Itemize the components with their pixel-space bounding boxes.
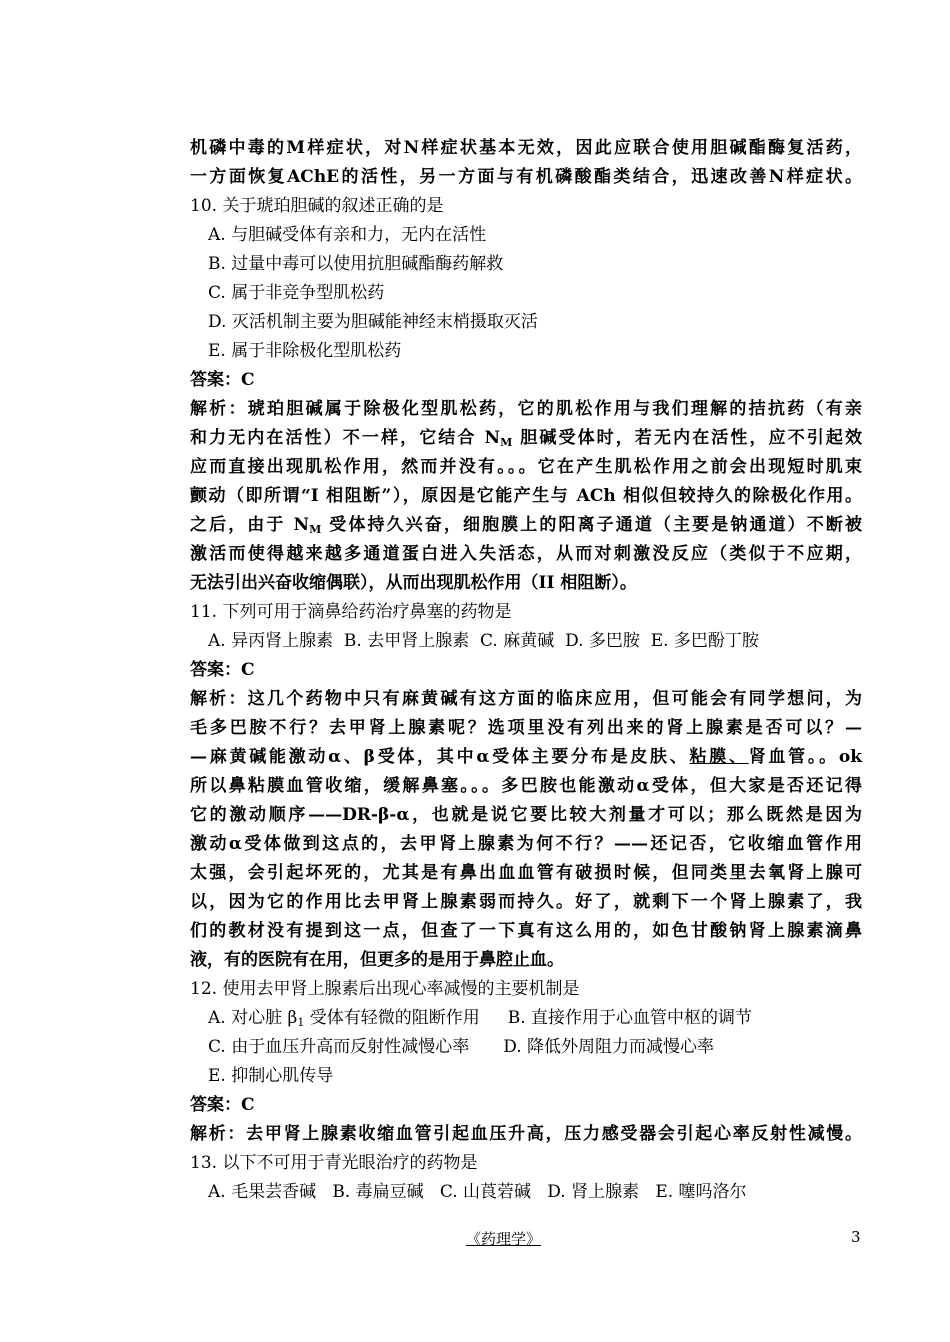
question-11-analysis-line: 解析：这几个药物中只有麻黄碱有这方面的临床应用，但可能会有同学想问，为 [190, 689, 862, 709]
question-10-option-e: E. 属于非除极化型肌松药 [208, 341, 402, 361]
answer-label: 答案： [190, 1095, 241, 1115]
question-11-stem: 11. 下列可用于滴鼻给药治疗鼻塞的药物是 [190, 602, 512, 622]
question-12-option-e: E. 抑制心肌传导 [208, 1066, 334, 1086]
page-footer [0, 1228, 950, 1252]
question-10-analysis-line: 无法引出兴奋收缩偶联），从而出现肌松作用（II 相阻断）。 [190, 573, 637, 593]
answer-value: C [241, 660, 255, 680]
question-11-analysis-line: 激动α受体做到这点的，去甲肾上腺素为何不行？——还记否，它收缩血管作用 [190, 834, 862, 854]
question-12-option-d: D. 降低外周阻力而减慢心率 [503, 1037, 715, 1057]
carryover-line-2: 一方面恢复AChE的活性，另一方面与有机磷酸酯类结合，迅速改善N样症状。 [190, 167, 862, 187]
answer-label: 答案： [190, 370, 241, 390]
question-11-analysis-line: 太强，会引起坏死的，尤其是有鼻出血血管有破损时候，但同类里去氧肾上腺可 [190, 863, 862, 883]
question-13-stem: 13. 以下不可用于青光眼治疗的药物是 [190, 1153, 478, 1173]
question-11-analysis-line: 毛多巴胺不行？去甲肾上腺素呢？选项里没有列出来的肾上腺素是否可以？— [190, 718, 862, 738]
question-11-analysis-line: 液，有的医院有在用，但更多的是用于鼻腔止血。 [190, 950, 564, 970]
answer-value: C [241, 370, 255, 390]
question-11-option-c: C. 麻黄碱 [480, 631, 555, 651]
question-12-analysis-line: 解析：去甲肾上腺素收缩血管引起血压升高，压力感受器会引起心率反射性减慢。 [190, 1124, 862, 1144]
question-13-options [208, 1178, 880, 1207]
question-12-answer [190, 1091, 862, 1120]
underlined-text: 粘膜、 [689, 747, 749, 767]
answer-label: 答案： [190, 660, 241, 680]
question-11-analysis-line: —麻黄碱能激动α、β受体，其中α受体主要分布是皮肤、粘膜、肾血管。。ok [190, 747, 863, 767]
question-10-analysis-line: 激活而使得越来越多通道蛋白进入失活态，从而对刺激没反应（类似于不应期， [190, 544, 862, 564]
subscript: M [309, 523, 322, 536]
question-10-option-c: C. 属于非竞争型肌松药 [208, 283, 385, 303]
question-13-option-c: C. 山莨菪碱 [439, 1182, 532, 1202]
question-11-analysis-line: 所以鼻粘膜血管收缩，缓解鼻塞。。。多巴胺也能激动α受体，但大家是否还记得 [190, 776, 862, 796]
question-11-analysis-line: 它的激动顺序——DR-β-α，也就是说它要比较大剂量才可以；那么既然是因为 [190, 805, 862, 825]
question-10-option-b: B. 过量中毒可以使用抗胆碱酯酶药解救 [208, 254, 504, 274]
question-10-stem: 10. 关于琥珀胆碱的叙述正确的是 [190, 196, 444, 216]
question-11-option-b: B. 去甲肾上腺素 [343, 631, 470, 651]
answer-value: C [241, 1095, 255, 1115]
question-12-options-row-2 [208, 1033, 880, 1062]
question-13-option-b: B. 毒扁豆碱 [332, 1182, 424, 1202]
question-11-option-d: D. 多巴胺 [565, 631, 640, 651]
question-11-option-a: A. 异丙肾上腺素 [208, 631, 334, 651]
carryover-line-1: 机磷中毒的M样症状，对N样症状基本无效，因此应联合使用胆碱酯酶复活药， [190, 138, 862, 158]
question-10-analysis-line: 颤动（即所谓“I 相阻断”），原因是它能产生与 ACh 相似但较持久的除极化作用。 [190, 486, 862, 506]
question-13-option-a: A. 毛果芸香碱 [208, 1182, 317, 1202]
question-10-answer [190, 366, 862, 395]
question-11-analysis-line: 以，因为它的作用比去甲肾上腺素弱而持久。好了，就剩下一个肾上腺素了，我 [190, 892, 862, 912]
question-12-option-c: C. 由于血压升高而反射性减慢心率 [208, 1037, 470, 1057]
question-12-options-row-1 [208, 1004, 880, 1033]
page-number: 3 [851, 1228, 861, 1246]
question-11-option-e: E. 多巴酚丁胺 [650, 631, 759, 651]
question-12-option-b: B. 直接作用于心血管中枢的调节 [507, 1008, 753, 1028]
question-12-option-a: A. 对心脏 $\beta_1$ 受体有轻微的阻断作用 [208, 1008, 480, 1029]
question-11-analysis-line: 们的教材没有提到这一点，但查了一下真有这么用的，如色甘酸钠肾上腺素滴鼻 [190, 921, 862, 941]
footer-title: 《药理学》 [466, 1230, 542, 1248]
subscript: M [500, 436, 513, 449]
question-10-analysis-line: 应而直接出现肌松作用，然而并没有。。。它在产生肌松作用之前会出现短时肌束 [190, 457, 862, 477]
question-13-option-e: E. 噻吗洛尔 [655, 1182, 747, 1202]
question-12-stem: 12. 使用去甲肾上腺素后出现心率减慢的主要机制是 [190, 979, 580, 999]
question-13-option-d: D. 肾上腺素 [547, 1182, 640, 1202]
question-10-analysis-line: 和力无内在活性）不一样，它结合 $N_M$ 胆碱受体时，若无内在活性，应不引起效 [190, 428, 862, 449]
question-10-option-a: A. 与胆碱受体有亲和力，无内在活性 [208, 225, 487, 245]
question-10-analysis-line: 解析：琥珀胆碱属于除极化型肌松药，它的肌松作用与我们理解的拮抗药（有亲 [190, 399, 862, 419]
question-10-option-d: D. 灭活机制主要为胆碱能神经末梢摄取灭活 [208, 312, 538, 332]
question-10-analysis-line: 之后，由于 $N_M$ 受体持久兴奋，细胞膜上的阳离子通道（主要是钠通道）不断被 [190, 515, 862, 536]
question-11-options [208, 627, 880, 656]
question-11-answer [190, 656, 862, 685]
